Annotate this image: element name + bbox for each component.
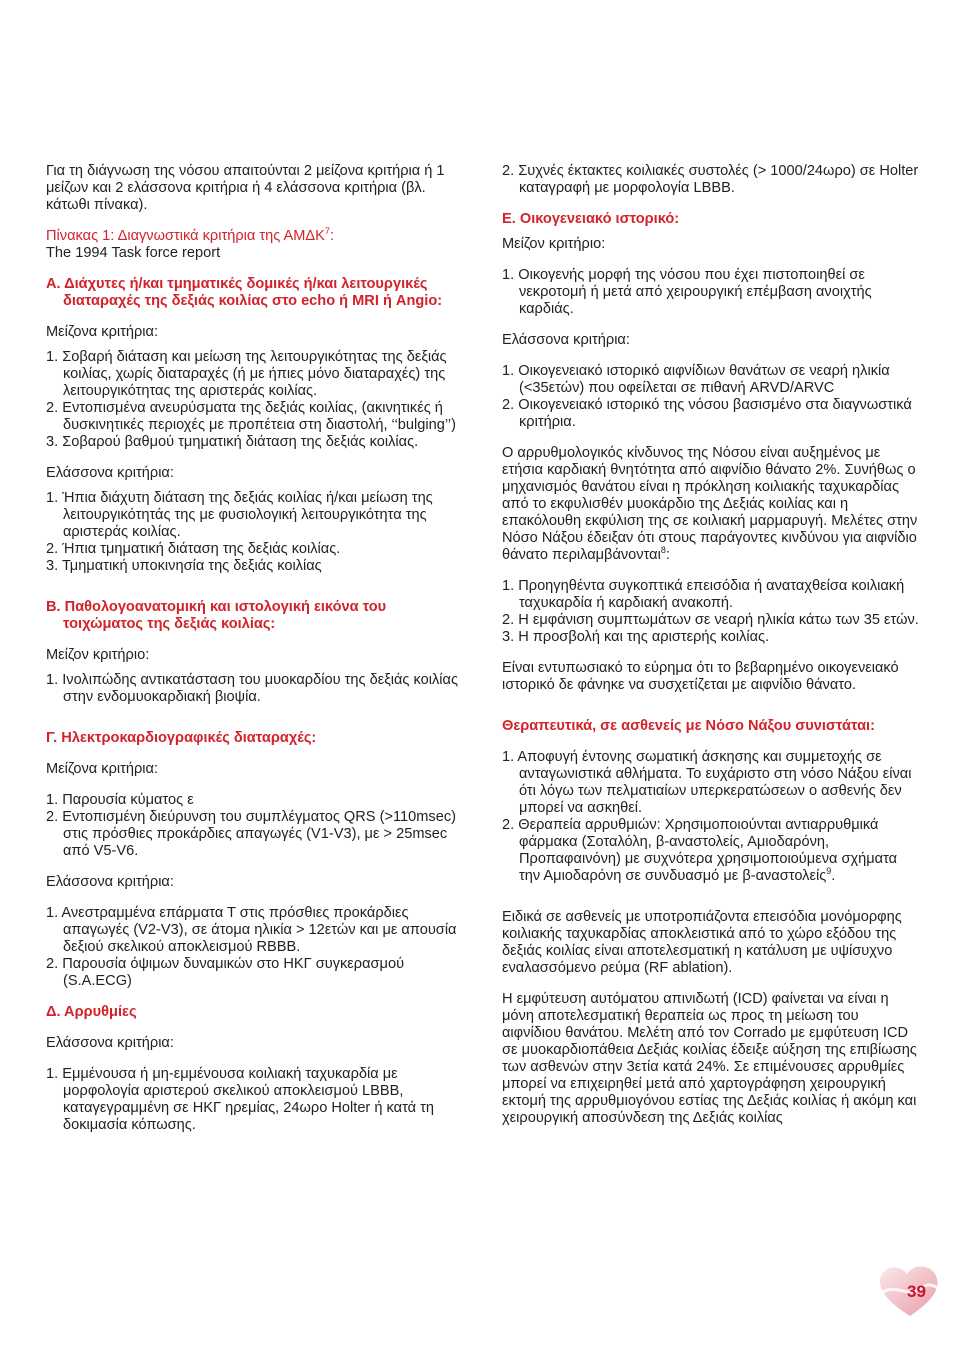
risk-paragraph: Ο αρρυθμολογικός κίνδυνος της Νόσου είναι αυξημένος με ετήσια καρδιακή θνητότητα από αιφνίδιο θάνατο 2%. Συνήθως ο μηχανισμός θανάτου είναι η πρόκληση κοιλιακής ταχυκαρδίας από το εκφυλισθέν μυοκάρδιο της Δεξιάς κοιλίας και η επακόλουθη εκφύλιση της σε κοιλιακή μαρμαρυγή. Μελέτες στην Νόσο Νάξου έδειξαν ότι στους παράγοντες κινδύνου για αιφνίδιο θάνατο περιλαμβάνονται$^8$: — [502, 445, 918, 563]
intro-paragraph: Για τη διάγνωση της νόσου απαιτούνται 2 μείζονα κριτήρια ή 1 μείζων και 2 ελάσσονα κριτήρια ή 4 ελάσσονα κριτήρια (βλ. κάτωθι πίνακα). — [46, 163, 445, 213]
therapy-heading: Θεραπευτικά, σε ασθενείς με Νόσο Νάξου συνιστάται: — [502, 718, 875, 734]
section-a-heading: Α. Διάχυτες ή/και τμηματικές δομικές ή/και λειτουργικές διαταραχές της δεξιάς κοιλίας στο echo ή MRI ή Angio: — [46, 276, 443, 309]
list-item: 2. Η εμφάνιση συμπτωμάτων σε νεαρή ηλικία κάτω των 35 ετών. — [502, 612, 919, 628]
list-item: 2. Ήπια τμηματική διάταση της δεξιάς κοιλίας. — [46, 541, 341, 557]
page-number: 39 — [907, 1282, 926, 1301]
section-a-major-label: Μείζονα κριτήρια: — [46, 324, 159, 340]
list-item: 2. Θεραπεία αρρυθμιών: Χρησιμοποιούνται αντιαρρυθμικά φάρμακα (Σοταλόλη, β-αναστολείς, Αμιοδαρόνη, Προπαφαινόνη) με συχνότερα χρησιμοποιούμενα σχήματα την Αμιοδαρόνη σε συνδυασμό με β-αναστολείς$^9$. — [502, 817, 898, 884]
list-item: 1. Ανεστραμμένα επάρματα Τ στις πρόσθιες προκάρδιες απαγωγές (V2-V3), σε άτομα ηλικία > 12ετών και με απουσία δεξιού σκελικού αποκλεισμού RBBB. — [46, 905, 457, 955]
section-b-heading: Β. Παθολογοανατομική και ιστολογική εικόνα του τοιχώματος της δεξιάς κοιλίας: — [46, 599, 387, 632]
list-item: 2. Οικογενειακό ιστορικό της νόσου βασισμένο στα διαγνωστικά κριτήρια. — [502, 397, 912, 430]
list-item: 1. Οικογενής μορφή της νόσου που έχει πιστοποιηθεί σε νεκροτομή ή μετά από χειρουργική επέμβαση ανοιχτής καρδιάς. — [502, 267, 872, 317]
section-d-heading: Δ. Αρρυθμίες — [46, 1004, 137, 1020]
list-item: 3. Τμηματική υποκινησία της δεξιάς κοιλίας — [46, 558, 322, 574]
list-item: 1. Εμμένουσα ή μη-εμμένουσα κοιλιακή ταχυκαρδία με μορφολογία αριστερού σκελικού αποκλεισμού LBBB, καταγεγραμμένη σε ΗΚΓ ηρεμίας, 24ωρο Holter ή κατά τη δοκιμασία κόπωσης. — [46, 1066, 435, 1133]
ablation-paragraph: Ειδικά σε ασθενείς με υποτροπιάζοντα επεισόδια μονόμορφης κοιλιακής ταχυκαρδίας αποκλειστικά από το χώρο εξόδου της δεξιάς κοιλίας είναι αποτελεσματική η κατάλυση με υψίσυχνο εναλασσόμενο ρεύμα (RF ablation). — [502, 909, 902, 976]
list-item: 1. Αποφυγή έντονης σωματική άσκησης και συμμετοχής σε ανταγωνιστικά αθλήματα. Το ευχάριστο στη νόσο Νάξου είναι ότι λόγω των πελματιαίων υπερκερατώσεων ο ασθενής δεν μπορεί να ασκηθεί. — [502, 749, 912, 816]
list-item: 1. Παρουσία κύματος ε — [46, 792, 194, 808]
list-item: 1. Ήπια διάχυτη διάταση της δεξιάς κοιλίας ή/και μείωση της λειτουργικότητάς της με φυσιολογική λειτουργικότητα της αριστεράς κοιλίας. — [46, 490, 433, 540]
table-subtitle: The 1994 Task force report — [46, 245, 221, 261]
section-c-major-label: Μείζονα κριτήρια: — [46, 761, 159, 777]
right-column — [502, 163, 920, 1127]
list-item: 1. Οικογενειακό ιστορικό αιφνίδιων θανάτων σε νεαρή ηλικία (<35ετών) που οφείλεται σε πιθανή ARVD/ARVC — [502, 363, 890, 396]
section-e-major-label: Μείζον κριτήριο: — [502, 236, 606, 252]
icd-paragraph: Η εμφύτευση αυτόματου απινιδωτή (ICD) φαίνεται να είναι η μόνη αποτελεσματική θεραπεία ως προς τη μείωση του αιφνίδιου θανάτου. Μελέτη από τον Corrado με εμφύτευση ICD σε μυοκαρδιοπάθεια Δεξιάς κοιλίας έδειξε αύξηση της επιβίωσης των ασθενών στην 3ετία κατά 24%. Σε επιμένουσες αρρυθμίες μπορεί να επιχειρηθεί μετά από χαρτογράφηση χειρουργική εκτομή της αρρυθμιογόνου εστίας της Δεξιάς κοιλίας ή ακόμη και χειρουργική αποσύνδεση της Δεξιάς κοιλίας — [502, 991, 917, 1126]
left-column — [46, 163, 464, 1134]
list-item: 3. Σοβαρού βαθμού τμηματική διάταση της δεξιάς κοιλίας. — [46, 434, 419, 450]
list-item: 1. Σοβαρή διάταση και μείωση της λειτουργικότητας της δεξιάς κοιλίας, χωρίς διαταραχές (ή με ήπιες μόνο διαταραχές) της λειτουργικότητας της αριστεράς κοιλίας. — [46, 349, 447, 399]
finding-paragraph: Είναι εντυπωσιακό το εύρημα ότι το βεβαρημένο οικογενειακό ιστορικό δε φάνηκε να συσχετίζεται με αιφνίδιο θάνατο. — [502, 660, 899, 693]
list-item: 2. Συχνές έκτακτες κοιλιακές συστολές (> 1000/24ωρο) σε Holter καταγραφή με μορφολογία LBBB. — [502, 163, 919, 196]
list-item: 1. Ινολιπώδης αντικατάσταση του μυοκαρδίου της δεξιάς κοιλίας στην ενδομυοκαρδιακή βιοψία. — [46, 672, 458, 705]
section-b-major-label: Μείζον κριτήριο: — [46, 647, 150, 663]
section-a-minor-label: Ελάσσονα κριτήρια: — [46, 465, 174, 481]
table-title: Πίνακας 1: Διαγνωστικά κριτήρια της ΑΜΔΚ$^7$: — [46, 226, 334, 244]
section-d-minor-label: Ελάσσονα κριτήρια: — [46, 1035, 174, 1051]
list-item: 2. Εντοπισμένη διεύρυνση του συμπλέγματος QRS (>110msec) στις πρόσθιες προκάρδιες απαγωγές (V1-V3), με > 25msec από V5-V6. — [46, 809, 456, 859]
list-item: 2. Εντοπισμένα ανευρύσματα της δεξιάς κοιλίας, (ακινητικές ή δυσκινητικές περιοχές με προπέτεια στη διαστολή, ‘‘bulging’’) — [46, 400, 456, 433]
section-c-heading: Γ. Ηλεκτροκαρδιογραφικές διαταραχές: — [46, 730, 317, 746]
list-item: 2. Παρουσία όψιμων δυναμικών στο ΗΚΓ συγκερασμού (S.A.ECG) — [46, 956, 405, 989]
section-e-heading: Ε. Οικογενειακό ιστορικό: — [502, 211, 680, 227]
list-item: 3. Η προσβολή και της αριστερής κοιλίας. — [502, 629, 770, 645]
section-c-minor-label: Ελάσσονα κριτήρια: — [46, 874, 174, 890]
section-e-minor-label: Ελάσσονα κριτήρια: — [502, 332, 630, 348]
list-item: 1. Προηγηθέντα συγκοπτικά επεισόδια ή αναταχθείσα κοιλιακή ταχυκαρδία ή καρδιακή ανακοπή. — [502, 578, 905, 611]
